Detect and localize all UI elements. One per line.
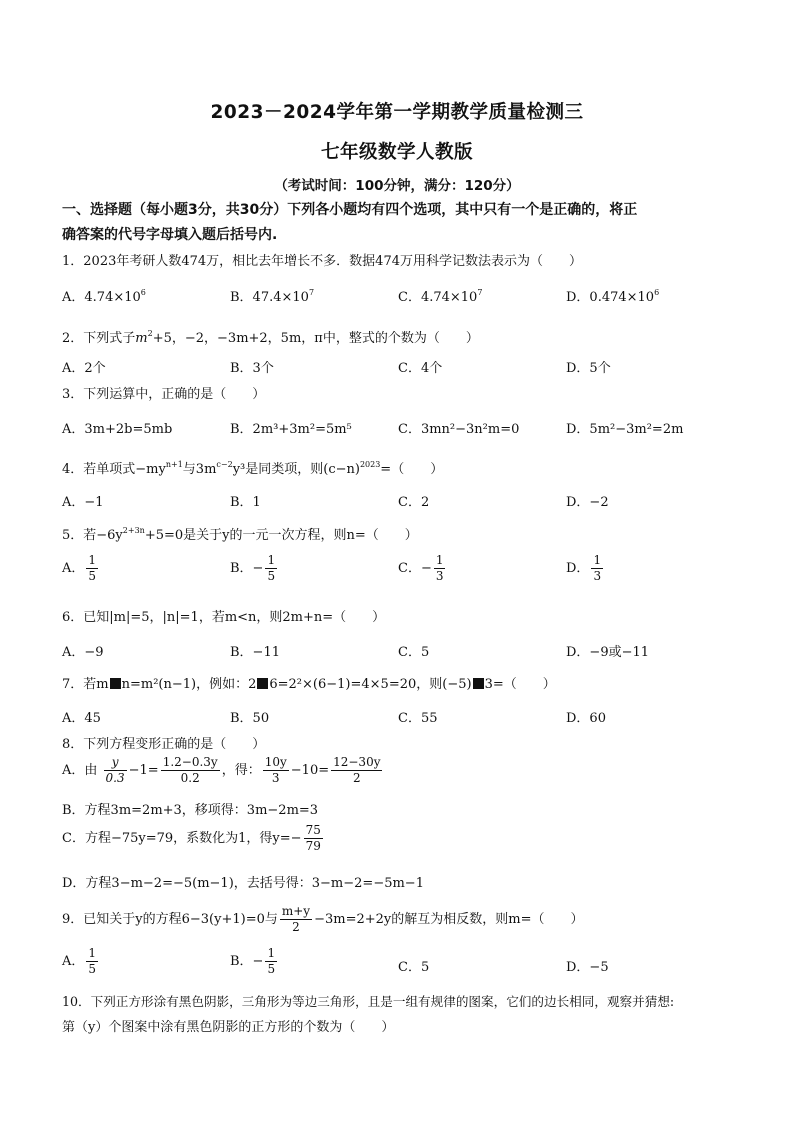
black-square-operator-icon bbox=[110, 678, 121, 689]
question-1-stem: 1．2023年考研人数474万，相比去年增长不多．数据474万用科学记数法表示为（ ） bbox=[62, 254, 582, 269]
question-3-option-a: A．3m+2b=5mb bbox=[62, 422, 173, 437]
question-2-option-d: D．5个 bbox=[566, 361, 611, 376]
black-square-operator-icon bbox=[257, 678, 268, 689]
question-1-option-c: C．$4.74\times 10^7$ bbox=[398, 288, 483, 305]
question-2-option-a: A．2个 bbox=[62, 361, 106, 376]
question-9-option-d: D．−5 bbox=[566, 960, 609, 975]
question-10-stem-line1: 10．下列正方形涂有黑色阴影，三角形为等边三角形，且是一组有规律的图案，它们的边长相同，观察并猜想: bbox=[62, 994, 675, 1009]
question-2-option-c: C．4个 bbox=[398, 361, 443, 376]
question-3-option-b: B．2m³+3m²=5m⁵ bbox=[230, 422, 352, 437]
question-3-option-c: C．3mn²−3n²m=0 bbox=[398, 422, 520, 437]
question-5-option-d: D． $\frac{1}{3}$ bbox=[566, 553, 602, 583]
question-8-option-d: D．方程3−m−2=−5(m−1)，去括号得：3−m−2=−5m−1 bbox=[62, 876, 424, 891]
question-8-stem: 8．下列方程变形正确的是（ ） bbox=[62, 737, 266, 752]
question-2-option-b: B．3个 bbox=[230, 361, 274, 376]
question-7-option-b: B．50 bbox=[230, 711, 270, 726]
question-5-option-b: B．− $\frac{1}{5}$ bbox=[230, 553, 276, 583]
exam-title: 2023－2024学年第一学期教学质量检测三 bbox=[210, 102, 584, 123]
question-2-stem: 2．下列式子$m^2+5$，−2，−3m+2，5m，π中，整式的个数为（ ） bbox=[62, 329, 479, 346]
exam-subtitle: 七年级数学人教版 bbox=[320, 142, 473, 163]
section-heading-line1: 一、选择题（每小题3分，共30分）下列各小题均有四个选项，其中只有一个是正确的，将正 bbox=[62, 202, 638, 218]
question-5-stem: 5．若$-6y^{2+3n}+5=0$是关于y的一元一次方程，则n=（ ） bbox=[62, 526, 418, 543]
question-4-option-d: D．−2 bbox=[566, 495, 609, 510]
question-5-option-a: A． $\frac{1}{5}$ bbox=[62, 553, 97, 583]
question-9-option-a: A． $\frac{1}{5}$ bbox=[62, 946, 97, 976]
question-8-option-b: B．方程3m=2m+3，移项得：3m−2m=3 bbox=[62, 803, 319, 818]
section-heading-line2: 确答案的代号字母填入题后括号内. bbox=[62, 227, 278, 243]
question-9-stem: 9．已知关于y的方程6−3(y+1)=0与 $\frac{m+y}{2}$ −3m=2+2y的解互为相反数，则m=（ ） bbox=[62, 904, 584, 934]
question-6-option-c: C．5 bbox=[398, 645, 430, 660]
question-4-stem: 4．若单项式$-my^{n+1}$与$3m^{c-2}y^3$是同类项，则$(c-n)^{2023}=$（ ） bbox=[62, 460, 444, 477]
question-3-stem: 3．下列运算中，正确的是（ ） bbox=[62, 387, 266, 402]
question-7-option-a: A．45 bbox=[62, 711, 101, 726]
question-1-option-d: D．$0.474\times 10^6$ bbox=[566, 288, 660, 305]
exam-info: （考试时间：100分钟，满分：120分） bbox=[274, 178, 520, 194]
question-5-option-c: C．− $\frac{1}{3}$ bbox=[398, 553, 444, 583]
question-7-option-c: C．55 bbox=[398, 711, 438, 726]
question-7-stem: 7．若m n=m²(n−1)，例如：2 6=2²×(6−1)=4×5=20，则(−5) 3=（ ） bbox=[62, 677, 556, 692]
question-9-option-b: B．− $\frac{1}{5}$ bbox=[230, 946, 276, 976]
question-10-stem-line2: 第（y）个图案中涂有黑色阴影的正方形的个数为（ ） bbox=[62, 1020, 395, 1035]
question-3-option-d: D．5m²−3m²=2m bbox=[566, 422, 684, 437]
question-1-option-b: B．$47.4\times 10^7$ bbox=[230, 288, 315, 305]
question-8-option-a: A．由 $\frac{y}{0.3}$ −1= $\frac{1.2-0.3y}{0.2}$ ，得： $\frac{10y}{3}$ −10= $\frac{12-30y}{2}$ bbox=[62, 755, 381, 785]
question-9-option-c: C．5 bbox=[398, 960, 430, 975]
question-6-option-b: B．−11 bbox=[230, 645, 280, 660]
question-6-stem: 6．已知|m|=5，|n|=1，若m<n，则2m+n=（ ） bbox=[62, 610, 386, 625]
question-6-option-a: A．−9 bbox=[62, 645, 104, 660]
question-4-option-a: A．−1 bbox=[62, 495, 104, 510]
question-4-option-c: C．2 bbox=[398, 495, 430, 510]
question-4-option-b: B．1 bbox=[230, 495, 261, 510]
black-square-operator-icon bbox=[473, 678, 484, 689]
question-8-option-c: C．方程−75y=79，系数化为1，得y=− $\frac{75}{79}$ bbox=[62, 823, 321, 853]
question-6-option-d: D．−9或−11 bbox=[566, 645, 650, 660]
question-1-option-a: A．$4.74\times 10^6$ bbox=[62, 288, 146, 305]
question-7-option-d: D．60 bbox=[566, 711, 606, 726]
